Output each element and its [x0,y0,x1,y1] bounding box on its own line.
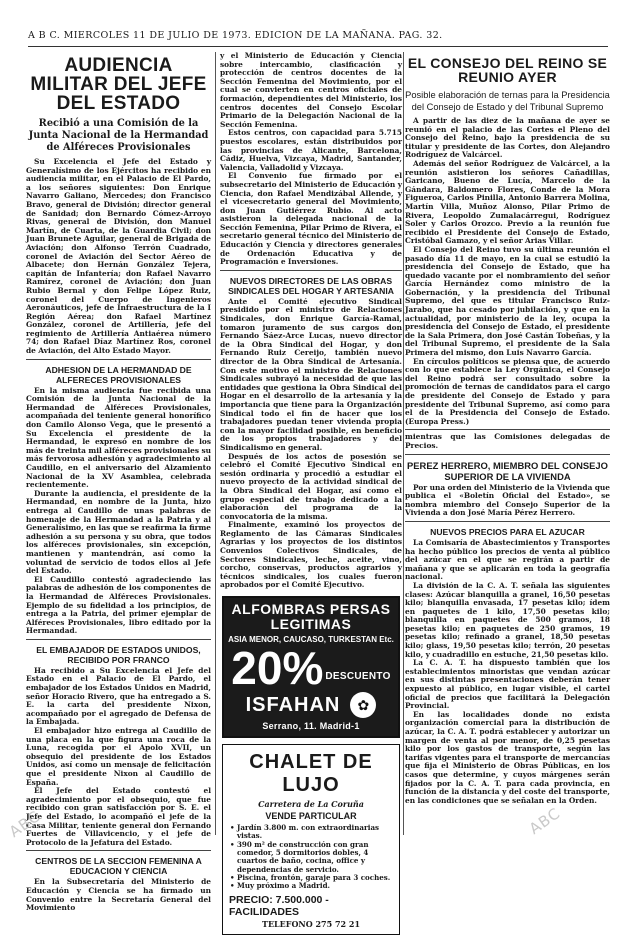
article-paragraph: El Convenio fue firmado por el subsecretario del Ministerio de Educación y Ciencia, don Rafael Mendizábal Allende, y el vicesecretario general del Movimiento, don Juan Gutiérrez Rubio. Al acto asistieron la delegada nacional de la Sección Femenina, Pilar Primo de Rivera, el secretario general técnico del Ministerio de Educación y Ciencia y directores generales de Ordenación Educativa y de Programación e Inversiones. [220,171,402,267]
chalet-advertisement [222,744,400,935]
ad-chalet-subtitle: VENDE PARTICULAR [265,811,357,822]
ad-carpet-origins: ASIA MENOR, CAUCASO, TURKESTAN Etc. [228,635,394,645]
article-paragraph: En círculos políticos se piensa que, de acuerdo con lo que establece la Ley Orgánica, el Consejo del Reino podrá ser consultado sobre la promoción de ternas de candidatos para el cargo de presidente del Consejo de Estado y para presidente del Tribunal Supremo, así como para el de la Presidencia del Consejo de Estado. (Europa Press.) [405,356,610,426]
carpet-advertisement [222,596,400,738]
article-paragraph: En la Subsecretaría del Ministerio de Educación y Ciencia se ha firmado un Convenio entre la Secretaría General del Movimiento [26,877,211,913]
ad-chalet-features [229,824,393,890]
article-paragraph: El Jefe del Estado contestó el agradecimiento por el obsequio, que fue recibido con gran satisfacción por S. E. el Jefe del Estado, lo acompañó el jefe de la Casa Militar, teniente general don Fernando Fuertes de Villavicencio, y el jefe de Protocolo de la Jefatura del Estado. [26,786,211,847]
heading-perez-herrero: PEREZ HERRERO, MIEMBRO DEL CONSEJO SUPERIOR DE LA VIVIENDA [407,459,608,482]
article-paragraph: En la misma audiencia fue recibida una Comisión de la Junta Nacional de la Hermandad de Alféreces Provisionales, acompañada del teniente general honorífico don Camilo Alonso Vega, que le presentó a Su Excelencia el presidente de la Hermandad, le expresó en nombre de los más de treinta mil alféreces provisionales su más fervorosa adhesión y agradecimiento al Caudillo, en el aniversario del Alzamiento Nacional de la XV Asamblea, celebrada recientemente. [26,385,211,490]
list-item: • Jardín 3.800 m. con extraordinarias vistas. [237,824,393,841]
article-paragraph: Finalmente, examinó los proyectos de Reglamento de las Cámaras Sindicales Agrarias y los proyectos de los distintos Convenios Colectivos Sindicales, de Sectores Sindicales, leche, aceite, vino, corcho, conservas, productos agrarios y técnicos sindicales, los cuales fueron aprobados por el Comité Ejecutivo. [220,520,402,590]
article-paragraph: Ante el Comité ejecutivo Sindical presidido por el ministro de Relaciones Sindicales, don Enrique García-Ramal, tomaron juramento de sus cargos don Fernando Sáez-Arce Lucas, nuevo director de la Obra Sindical del Hogar, y don Fernando Ruiz Cereijo, también nuevo director de la Obra Sindical de Artesanía. Con este motivo el ministro de Relaciones Sindicales subrayó la necesidad de que las entidades que gestiona la Obra Sindical del Hogar en el desarrollo de la artesanía y la importancia que tiene para la Organización Sindical todo el fin de hacer que los trabajadores puedan tener vivienda propia con la mayor facilidad posible, en beneficio de los propios trabajadores y del Sindicalismo en general. [220,296,402,452]
article-paragraph: El Consejo del Reino tuvo su última reunión el pasado día 11 de mayo, en la cual se estudió la presidencia del Consejo de Estado, que ha quedado vacante por el nombramiento del señor García Hernández como ministro de la Gobernación, y la presidencia del Tribunal Supremo, del que es titular Francisco Ruiz-Jarabo, que ha cesado por jubilación, y que en la actualidad, por ministerio de la ley, ocupa la presidencia del Consejo de Estado, el presidente de la Sala Primera, don José Castán Tobeñas, y la del Tribunal Supremo, el presidente de la Sala Primera del mismo, don Luis Navarro García. [405,244,610,358]
watermark: ABC [5,806,44,842]
ad-discount-row [227,642,395,695]
flower-logo-icon: ✿ [350,692,376,718]
article-paragraph: Por una orden del Ministerio de la Vivienda que publica el «Boletín Oficial del Estado», se nombra miembro del Consejo Superior de la Vivienda a don José María Pérez Herrero. [405,482,610,518]
ad-brand-row [227,692,395,718]
ad-chalet-location: Carretera de La Coruña [258,799,364,810]
divider [405,454,610,455]
watermark: ABC [525,803,564,839]
ad-carpet-line1: ALFOMBRAS PERSAS [231,601,391,618]
article-paragraph: En las localidades donde no exista organización comercial para la distribución de azúcar, la C. A. T. podrá establecer y autorizar un margen de venta al por menor, de 0,25 pesetas kilo por los gastos de transporte, según las tarifas vigentes para el transporte de mercancías que fija el Ministerio de Obras Públicas, en los casos que determine, y cuyos márgenes serán fijados por la C. A. T. para cada provincia, en función de la distancia y del coste del transporte, en las condiciones que se señalan en la Orden. [405,709,610,805]
ad-chalet-phone: TELEFONO 275 72 21 [261,919,361,930]
column-rule [403,52,404,835]
ad-discount-percent: 20% [231,642,324,695]
article-paragraph: El Caudillo contestó agradeciendo las palabras de adhesión de los componentes de la Hermandad de Alféreces Provisionales. Ejemplo de su fidelidad a los principios, de entrega a la Patria, del primer ejemplar de Alféreces Provisionales, libro editado por la Hermandad. [26,574,211,636]
ad-chalet-price: PRECIO: 7.500.000 - FACILIDADES [229,894,329,919]
ad-address: Serrano, 11. Madrid-1 [262,721,360,732]
article-paragraph: El embajador hizo entrega al Caudillo de una placa en la que figura una roca de la Luna, recogida por el Apolo XVII, un obsequio del presidente de los Estados Unidos, así como un mensaje de felicitación que el presidente Nixon al Caudillo de España. [26,726,211,787]
divider [405,429,610,430]
column-rule [215,52,216,835]
subhead-audiencia: Recibió a una Comisión de la Junta Nacional de la Hermandad de Alféreces Provisionales [28,118,209,153]
subhead-consejo-reino: Posible elaboración de ternas para la Presidencia del Consejo de Estado y del Tribunal Supremo [405,90,610,112]
article-paragraph: Después de los actos de posesión se celebró el Comité Ejecutivo Sindical en sesión ordinaria y procedió a estudiar el nuevo proyecto de la actividad sindical de la Obra Sindical del Hogar, así como el grupo especial de trabajo dedicado a la elaboración del programa de la convocatoria de la misma. [220,451,402,521]
divider [220,270,402,271]
article-paragraph: Estos centros, con capacidad para 5.715 puestos escolares, están distribuidos por las provincias de Alicante, Barcelona, Cádiz, Huelva, Vizcaya, Madrid, Santander, Valencia, Valladolid y Vizcaya. [220,128,402,172]
list-item: • Muy próximo a Madrid. [237,882,393,890]
article-paragraph: La Comisaría de Abastecimientos y Transportes ha hecho público los precios de venta al público del azúcar en el que se regirán a partir de mañana y que se aplicarán en toda la geografía nacional. [405,537,610,582]
article-paragraph: A partir de las diez de la mañana de ayer se reunió en el palacio de las Cortes el Pleno del Consejo del Reino, bajo la presidencia de su titular y presidente de las Cortes, don Alejandro Rodríguez de Valcárcel. [405,116,610,160]
ad-brand: ISFAHAN [245,693,341,716]
divider [26,850,211,851]
heading-embajador: EL EMBAJADOR DE ESTADOS UNIDOS, RECIBIDO POR FRANCO [36,644,201,665]
article-paragraph: La división de la C. A. T. señala las siguientes clases: Azúcar blanquilla a granel, 16,50 pesetas kilo; blanquilla envasada, 17 pesetas kilo; ídem en paquetes de 1 kilo, 17,50 pesetas kilo; blanquilla en paquetes de 500 gramos, 18 pesetas kilo; en paquetes de 250 gramos, 19 pesetas kilo; refinado a granel, 18,50 pesetas kilo; glass, 19,50 pesetas kilo; terrón, 20 pesetas kilo, y cuadradillo en estuche, 21,50 pesetas kilo. [405,580,610,659]
column-3 [405,52,610,835]
article-paragraph: Durante la audiencia, el presidente de la Hermandad, en nombre de la Junta, hizo entrega al Caudillo de unas palabras de homenaje de la Hermandad a la Patria y al Generalísimo, en las que se reafirma la firme adhesión a su persona y su obra, que todos los alféreces provisionales, sin excepción, mantienen y mantendrán, así como la voluntad de servicio de todos ellos al Jefe del Estado. [26,488,211,576]
divider [26,639,211,640]
article-paragraph: y el Ministerio de Educación y Ciencia sobre intercambio, clasificación y protección de centros docentes de la Sección Femenina del Movimiento, por el cual se convierten en centros oficiales de formación, dependientes del Ministerio, los centros docentes del Consejo Escolar Primario de la Delegación Nacional de la Sección Femenina. [220,51,402,129]
ad-chalet-title: CHALET DE LUJO [249,751,373,797]
divider [26,359,211,360]
list-item: • Piscina, frontón, garaje para 3 coches. [237,874,393,882]
list-item: • 390 m² de construcción con gran comedor, 5 dormitorios dobles, 4 cuartos de baño, cocina, office y dependencias de servicio. [237,841,393,874]
heading-obras-sindicales: NUEVOS DIRECTORES DE LAS OBRAS SINDICALES DEL HOGAR Y ARTESANIA [228,275,394,296]
heading-azucar: NUEVOS PRECIOS PARA EL AZUCAR [430,526,585,537]
ad-carpet-line2: LEGITIMAS [270,616,352,633]
ad-discount-label: DESCUENTO [325,671,391,683]
article-paragraph: mientras que las Comisiones delegadas de Precios. [405,432,610,450]
article-paragraph: Su Excelencia el Jefe del Estado y Generalísimo de los Ejércitos ha recibido en audiencia militar, en el Palacio de El Pardo, a los señores siguientes: Don Enrique Navarro Galiano, Mercedes; don Francisco Bravo, general de División; director general de Sanidad; don Bernardo Cómez-Arroyo Rivas, general de División, don Manuel Martín, de Cuarta, de la Guardia Civil; don Juan Brunete Aguilar, general de Brigada de Aviación; don Alfonso Terrón Cuadrado, coronel de Aviación del Sector Aéreo de Albacete; don Hernán González Tejera, capitán de Infantería; don Rafael Navarro Ramírez, coronel de Aviación; don Juan Rubio Bernal y don Felipe López Ruiz, coronel del Cuerpo de Ingenieros Aeronáuticos, jefe de Infraestructura de la I Región Aérea; don Rafael Martínez González, coronel de Artillería, jefe del regimiento de Artillería Antiaérea número 74; don Rafael Díaz Martínez Ros, coronel de Aviación, del Alto Estado Mayor. [26,157,211,356]
article-paragraph: Además del señor Rodríguez de Valcárcel, a la reunión asistieron los señores Cañadillas, Garicano, Bueno de Lucía, Marcelo de la Gándara, Baldomero Flores, Conde de la Mora Figueroa, Carlos Pinilla, Antonio Barrera Molina, Martín Villa, Muñoz Alonso, Pilar Primo de Rivera, Leopoldo Zumalacárregui, Rodríguez Soler y Carlos Orozco. Previo a la reunión fue recibido el Presidente del Consejo de Estado, Cristóbal Gamazo, y el señor Arias Villar. [405,158,610,246]
article-paragraph: La C. A. T. ha dispuesto también que los establecimientos minoristas que vendan azúcar en sus distintas presentaciones deberán tener expuesto al público, en lugar visible, el cartel oficial de precios que facilitará la Delegación Provincial. [405,658,610,711]
headline-consejo-reino: EL CONSEJO DEL REINO SE REUNIO AYER [407,55,608,85]
column-1 [26,52,211,913]
headline-audiencia: AUDIENCIA MILITAR DEL JEFE DEL ESTADO [30,55,207,114]
divider [405,521,610,522]
article-paragraph: Ha recibido a Su Excelencia el Jefe del Estado en el Palacio de El Pardo, el embajador de los Estados Unidos en Madrid, señor Horacio Rivero, que ha entregado a S. E. la carta del presidente Nixon, acompañado por el agregado de Defensa de la Embajada. [26,665,211,727]
masthead: A B C. MIERCOLES 11 DE JULIO DE 1973. EDICION DE LA MAÑANA. PAG. 32. [28,30,608,47]
heading-adhesion: ADHESION DE LA HERMANDAD DE ALFERECES PROVISIONALES [45,364,192,385]
heading-seccion-femenina: CENTROS DE LA SECCION FEMENINA A EDUCACION Y CIENCIA [35,856,202,877]
column-2 [220,51,402,930]
